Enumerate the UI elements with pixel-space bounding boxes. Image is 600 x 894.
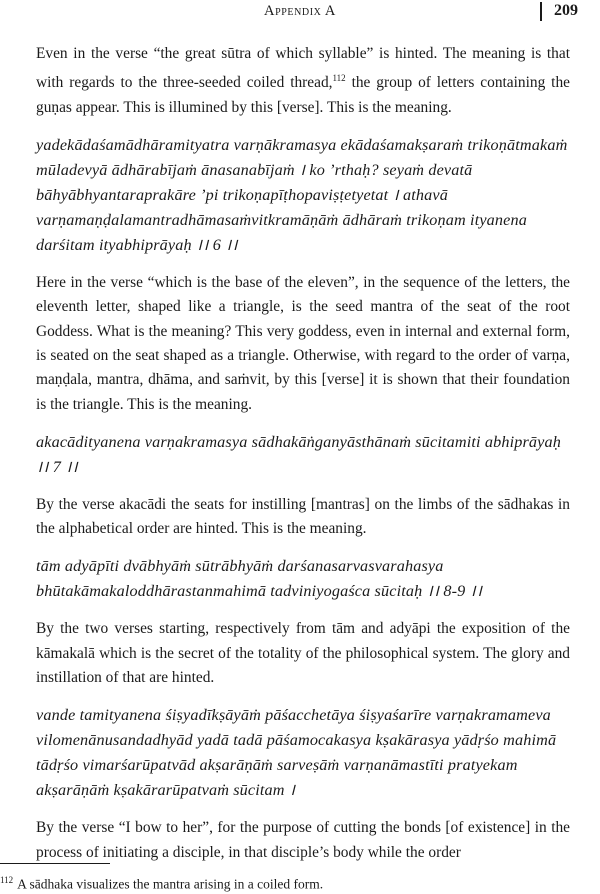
paragraph-text: Even in the verse “the great sūtra of which syllable” is hinted. The meaning is that with regards to the three-seeded coiled thread, bbox=[36, 45, 570, 92]
paragraph-text: the group of letters containing the guṇas appear. This is illumined by this [verse]. This is the meaning. bbox=[36, 74, 570, 116]
page-number: 209 bbox=[554, 2, 578, 19]
footnote-reference: 112 bbox=[332, 73, 346, 84]
translation-paragraph-5: By the verse “I bow to her”, for the purpose of cutting the bonds [of existence] in the process of initiating a disciple, in that disciple’s body while the order bbox=[36, 819, 570, 861]
page-header bbox=[0, 0, 600, 30]
sanskrit-verse-7: akacādityanena varṇakramasya sādhakāṅganyāsthānaṁ sūcitamiti abhiprāyaḥ ।। 7 ।। bbox=[36, 432, 561, 476]
footnote-text: A sādhaka visualizes the mantra arising in a coiled form. bbox=[17, 876, 324, 892]
header-divider bbox=[540, 2, 542, 21]
footnote-divider bbox=[0, 863, 110, 864]
sanskrit-verse-8-9: tām adyāpīti dvābhyāṁ sūtrābhyāṁ darśanasarvasvarahasya bhūtakāmakaloddhārastanmahimā tadviniyogaśca sūcitaḥ ।। 8-9 ।। bbox=[36, 557, 483, 601]
translation-paragraph-1 bbox=[36, 42, 570, 120]
translation-paragraph-4: By the two verses starting, respectively from tām and adyāpi the exposition of the kāmakalā which is the secret of the totality of the philosophical system. The glory and instillation of that are hinted. bbox=[36, 620, 570, 686]
sanskrit-verse-10: vande tamityanena śiṣyadīkṣāyāṁ pāśacchetāya śiṣyaśarīre varṇakramameva vilomenānusandadhyād yadā tadā pāśamocakasya kṣakārasya yādṛśo mahimā tādṛśo vimarśarūpatvād akṣarāṇāṁ sarveṣāṁ varṇanāmastīti pratyekam akṣarāṇāṁ kṣakārarūpatvaṁ sūcitam । bbox=[36, 706, 557, 800]
footnote-number: 112 bbox=[0, 875, 14, 885]
running-head: Appendix A bbox=[264, 3, 336, 19]
translation-paragraph-2: Here in the verse “which is the base of the eleven”, in the sequence of the letters, the eleventh letter, shaped like a triangle, is the seed mantra of the seat of the root Goddess. What is the meaning? This very goddess, even in internal and external form, is seated on the seat shaped as a triangle. Otherwise, with regard to the order of varṇa, maṇḍala, mantra, dhāma, and saṁvit, by this [verse] it is shown that their foundation is the triangle. This is the meaning. bbox=[36, 274, 570, 413]
body-text bbox=[36, 42, 570, 878]
sanskrit-verse-6: yadekādaśamādhāramityatra varṇākramasya ekādaśamakṣaraṁ trikoṇātmakaṁ mūladevyā ādhārabījaṁ ānasanabījaṁ । ko ’rthaḥ? seyaṁ devatā bāhyābhyantaraprakāre ’pi trikoṇapīṭhopaviṣṭetyetat । athavā varṇamaṇḍalamantradhāmasaṁvitkramāṇāṁ ādhāraṁ trikoṇam ityanena darśitam ityabhiprāyaḥ ।। 6 ।। bbox=[36, 136, 568, 255]
footnote bbox=[0, 871, 600, 894]
translation-paragraph-3: By the verse akacādi the seats for instilling [mantras] on the limbs of the sādhakas in the alphabetical order are hinted. This is the meaning. bbox=[36, 495, 570, 538]
